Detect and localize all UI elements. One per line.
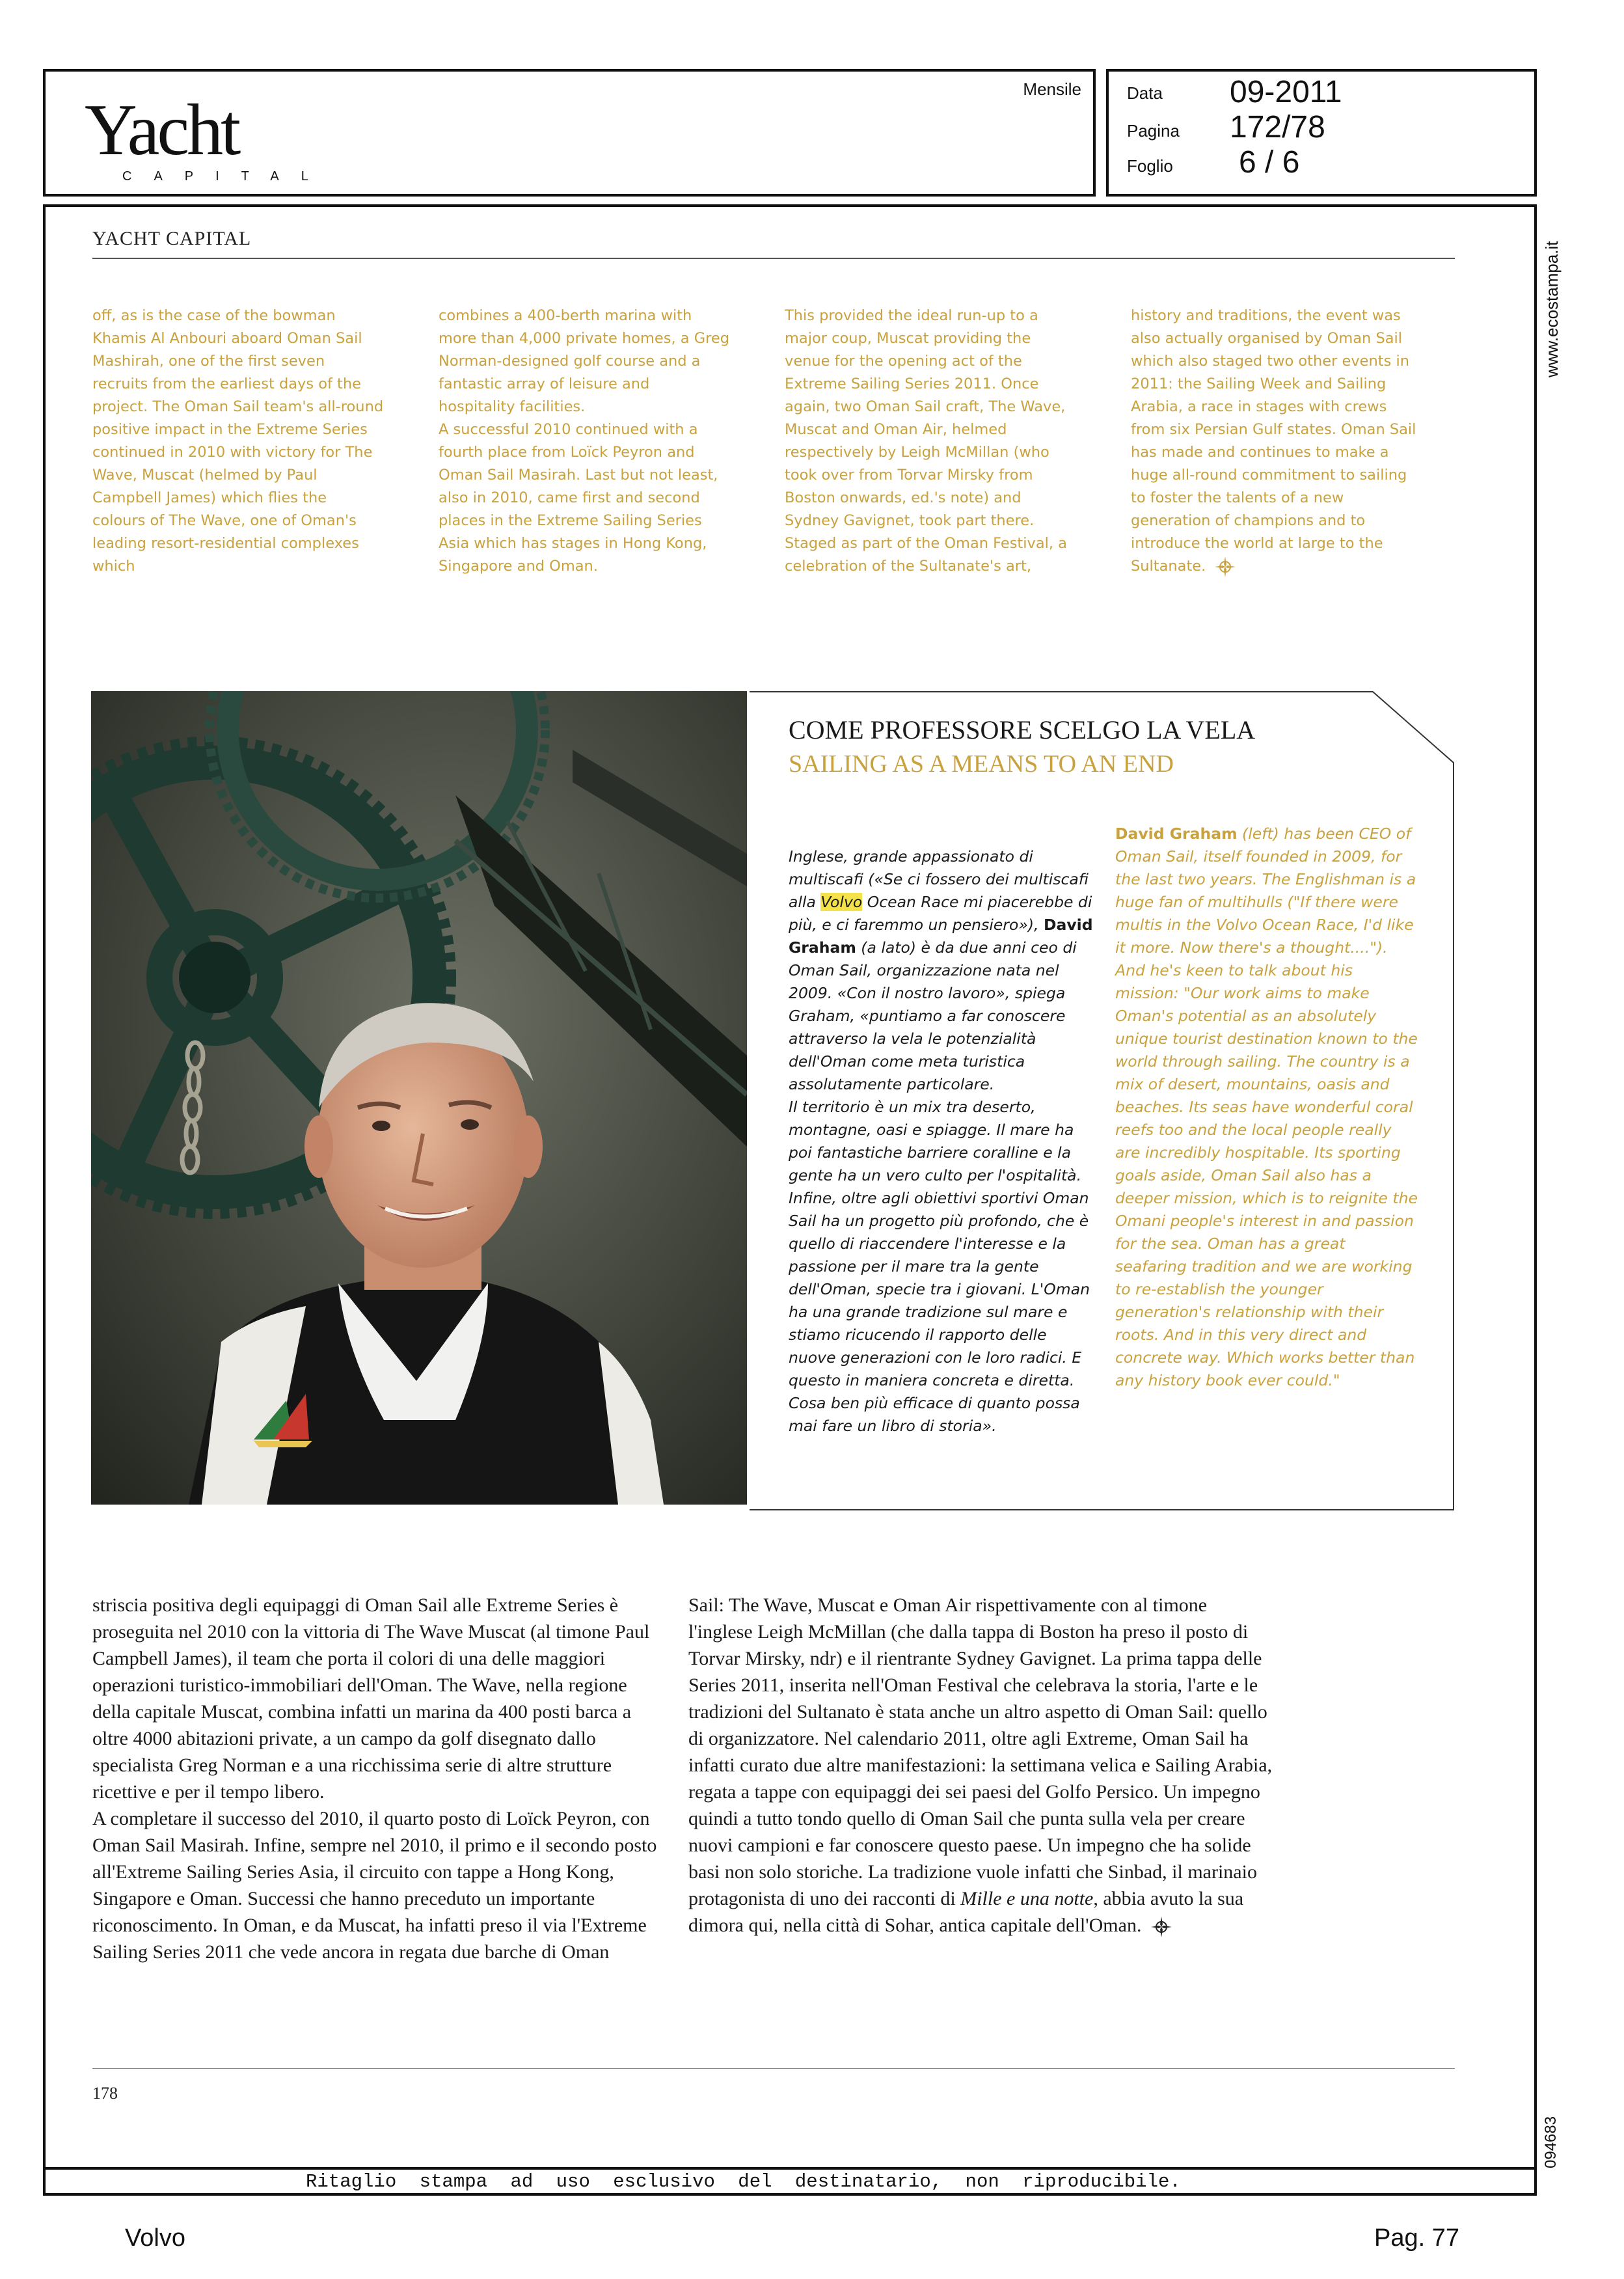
meta-value-foglio: 6 / 6	[1239, 145, 1300, 180]
volvo-highlight: Volvo	[820, 893, 863, 911]
side-url	[1534, 215, 1573, 384]
english-column-2	[439, 305, 730, 578]
box-it-name: David Graham	[789, 916, 1093, 957]
box-en-post: (left) has been CEO of Oman Sail, itself founded in 2009, for the last two years. The Englishman is a huge fan of multihulls ("If there were multis in the Volvo Ocean Race, I'd like it more. Now there's a thought...."). And he's keen to talk about his mission: "Our work aims to make Oman's potential as an absolutely unique tourist destination known to the world through sailing. The country is a mix of desert, mountains, oasis and beaches. Its seas have wonderful coral reefs too and the local people really are incredibly hospitable. Its sporting goals aside, Oman Sail also has a deeper mission, which is to reignite the Omani people's interest in and passion for the sea. Oman has a great seafaring tradition and we are working to re-establish the younger generation's relationship with their roots. And in this very direct and concrete way. Which works better than any history book ever could."	[1115, 825, 1418, 1389]
italian-column-1	[92, 1592, 665, 1965]
italian-column-2-text: Sail: The Wave, Muscat e Oman Air rispettivamente con al timone l'inglese Leigh McMillan (che dalla tappa di Boston ha preso il posto di Torvar Mirsky, ndr) e il rientrante Sydney Gavignet. La prima tappa delle Series 2011, inserita nell'Oman Festival che celebrava la storia, l'arte e le tradizioni del Sultanato è stata anche un altro aspetto di Oman Sail: quello di organizzatore. Nel calendario 2011, oltre agli Extreme, Oman Sail ha infatti curato due altre manifestazioni: la settimana velica e Sailing Arabia, regata a tappe con equipaggi dei sei paesi del Golfo Persico. Un impegno quindi a tutto tondo quello di Oman Sail che punta sulla vela per creare nuovi campioni e far conoscere questo paese. Un impegno che ha solide basi non solo storiche. La tradizione vuole infatti che Sinbad, il marinaio protagonista di uno dei racconti di	[688, 1594, 1273, 1909]
english-column-3	[785, 305, 1076, 578]
logo-subtitle: CAPITAL	[122, 169, 331, 184]
running-head: YACHT CAPITAL	[92, 228, 252, 249]
box-title-italian: COME PROFESSORE SCELGO LA VELA	[789, 715, 1256, 744]
box-en-name: David Graham	[1115, 825, 1238, 843]
yacht-capital-logo: Yacht	[85, 90, 239, 171]
meta-box	[1106, 69, 1537, 197]
side-url-text: www.ecostampa.it	[1542, 241, 1562, 377]
disclaimer-text: Ritaglio stampa ad uso esclusivo del destinatario, non riproducibile.	[306, 2171, 1181, 2192]
portrait-illustration	[91, 691, 747, 1505]
english-column-1-text: off, as is the case of the bowman Khamis Al Anbouri aboard Oman Sail Mashirah, one of the first seven recruits from the earliest days of the project. The Oman Sail team's all-round positive impact in the Extreme Series continued in 2010 with victory for The Wave, Muscat (helmed by Paul Campbell James) which flies the colours of The Wave, one of Oman's leading resort-residential complexes which	[92, 307, 384, 575]
top-rule	[92, 258, 1455, 259]
meta-label-foglio: Foglio	[1127, 156, 1173, 176]
page-folio: 178	[92, 2084, 118, 2103]
footer-keyword: Volvo	[125, 2224, 185, 2252]
italian-column-2-end: , abbia avuto la sua dimora qui, nella città di Sohar, antica capitale dell'Oman.	[688, 1888, 1244, 1936]
meta-label-pagina: Pagina	[1127, 121, 1180, 141]
masthead-box	[43, 69, 1096, 197]
english-column-4	[1131, 305, 1422, 578]
english-column-3-text: This provided the ideal run-up to a major coup, Muscat providing the venue for the opening act of the Extreme Sailing Series 2011. Once again, two Oman Sail craft, The Wave, Muscat and Oman Air, helmed respectively by Leigh McMillan (who took over from Torvar Mirsky from Boston onwards, ed.'s note) and Sydney Gavignet, took part there. Staged as part of the Oman Festival, a celebration of the Sultanate's art,	[785, 307, 1067, 575]
box-it-mid: Ocean Race mi piacerebbe di più, e ci faremmo un pensiero»),	[789, 893, 1092, 934]
english-column-2-text: combines a 400-berth marina with more than 4,000 private homes, a Greg Norman-designed golf course and a fantastic array of leisure and hospitality facilities. A successful 2010 continued with a fourth place from Loïck Peyron and Oman Sail Masirah. Last but not least, also in 2010, came first and second places in the Extreme Sailing Series Asia which has stages in Hong Kong, Singapore and Oman.	[439, 307, 730, 575]
meta-label-data: Data	[1127, 83, 1163, 103]
italian-column-1-text: striscia positiva degli equipaggi di Oman Sail alle Extreme Series è proseguita nel 2010 con la vittoria di The Wave Muscat (al timone Paul Campbell James), il team che porta il colori di una delle maggiori operazioni turistico-immobiliari dell'Oman. The Wave, nella regione della capitale Muscat, combina infatti un marina da 400 posti barca a oltre 4000 abitazioni private, a un campo da golf disegnato dallo specialista Greg Norman e a una ricchissima serie di altre strutture ricettive e per il tempo libero. A completare il successo del 2010, il quarto posto di Loïck Peyron, con Oman Sail Masirah. Infine, sempre nel 2010, il primo e il secondo posto all'Extreme Sailing Series Asia, il circuito con tappe a Hong Kong, Singapore e Oman. Successi che hanno preceduto un importante riconoscimento. In Oman, e da Muscat, ha infatti preso il via l'Extreme Sailing Series 2011 che vede ancora in regata due barche di Oman	[92, 1594, 657, 1963]
italian-column-2	[688, 1592, 1274, 1939]
box-english-column	[1115, 823, 1421, 1392]
compass-rose-end-icon-2	[1150, 1916, 1172, 1938]
bottom-rule	[92, 2068, 1455, 2069]
box-title-english: SAILING AS A MEANS TO AN END	[789, 750, 1174, 778]
italian-book-title: Mille e una notte	[960, 1888, 1094, 1909]
english-column-4-text: history and traditions, the event was also actually organised by Oman Sail which also staged two other events in 2011: the Sailing Week and Sailing Arabia, a race in stages with crews from six Persian Gulf states. Oman Sail has made and continues to make a huge all-round commitment to sailing to foster the talents of a new generation of champions and to introduce the world at large to the Sultanate.	[1131, 307, 1416, 575]
side-code-text: 094683	[1542, 2116, 1560, 2168]
box-it-pre: Inglese, grande appassionato di multiscafi («Se ci fossero dei multiscafi alla	[789, 847, 1089, 911]
meta-value-data: 09-2011	[1230, 75, 1342, 109]
box-it-post: (a lato) è da due anni ceo di Oman Sail, organizzazione nata nel 2009. «Con il nostro lavoro», spiega Graham, «puntiamo a far conoscere attraverso la vela le potenzialità dell'Oman come meta turistica assolutamente particolare. Il territorio è un mix tra deserto, montagne, oasi e spiagge. Il mare ha poi fantastiche barriere coralline e la gente ha un vero culto per l'ospitalità. Infine, oltre agli obiettivi sportivi Oman Sail ha un progetto più profondo, che è quello di riaccendere l'interesse e la passione per il mare tra la gente dell'Oman, specie tra i giovani. L'Oman ha una grande tradizione sul mare e stiamo ricucendo il rapporto delle nuove generazioni con le loro radici. E questo in maniera concreta e diretta. Cosa ben più efficace di quanto possa mai fare un libro di storia».	[789, 938, 1090, 1435]
meta-value-pagina: 172/78	[1230, 110, 1325, 144]
side-code	[1534, 2095, 1573, 2174]
footer-page-number: Pag. 77	[1374, 2224, 1459, 2252]
box-italian-column	[789, 823, 1094, 1460]
portrait-photo	[91, 691, 747, 1505]
english-column-1	[92, 305, 384, 578]
disclaimer-divider	[43, 2167, 1537, 2170]
periodicity-label: Mensile	[1023, 79, 1081, 99]
compass-rose-end-icon	[1214, 556, 1236, 578]
